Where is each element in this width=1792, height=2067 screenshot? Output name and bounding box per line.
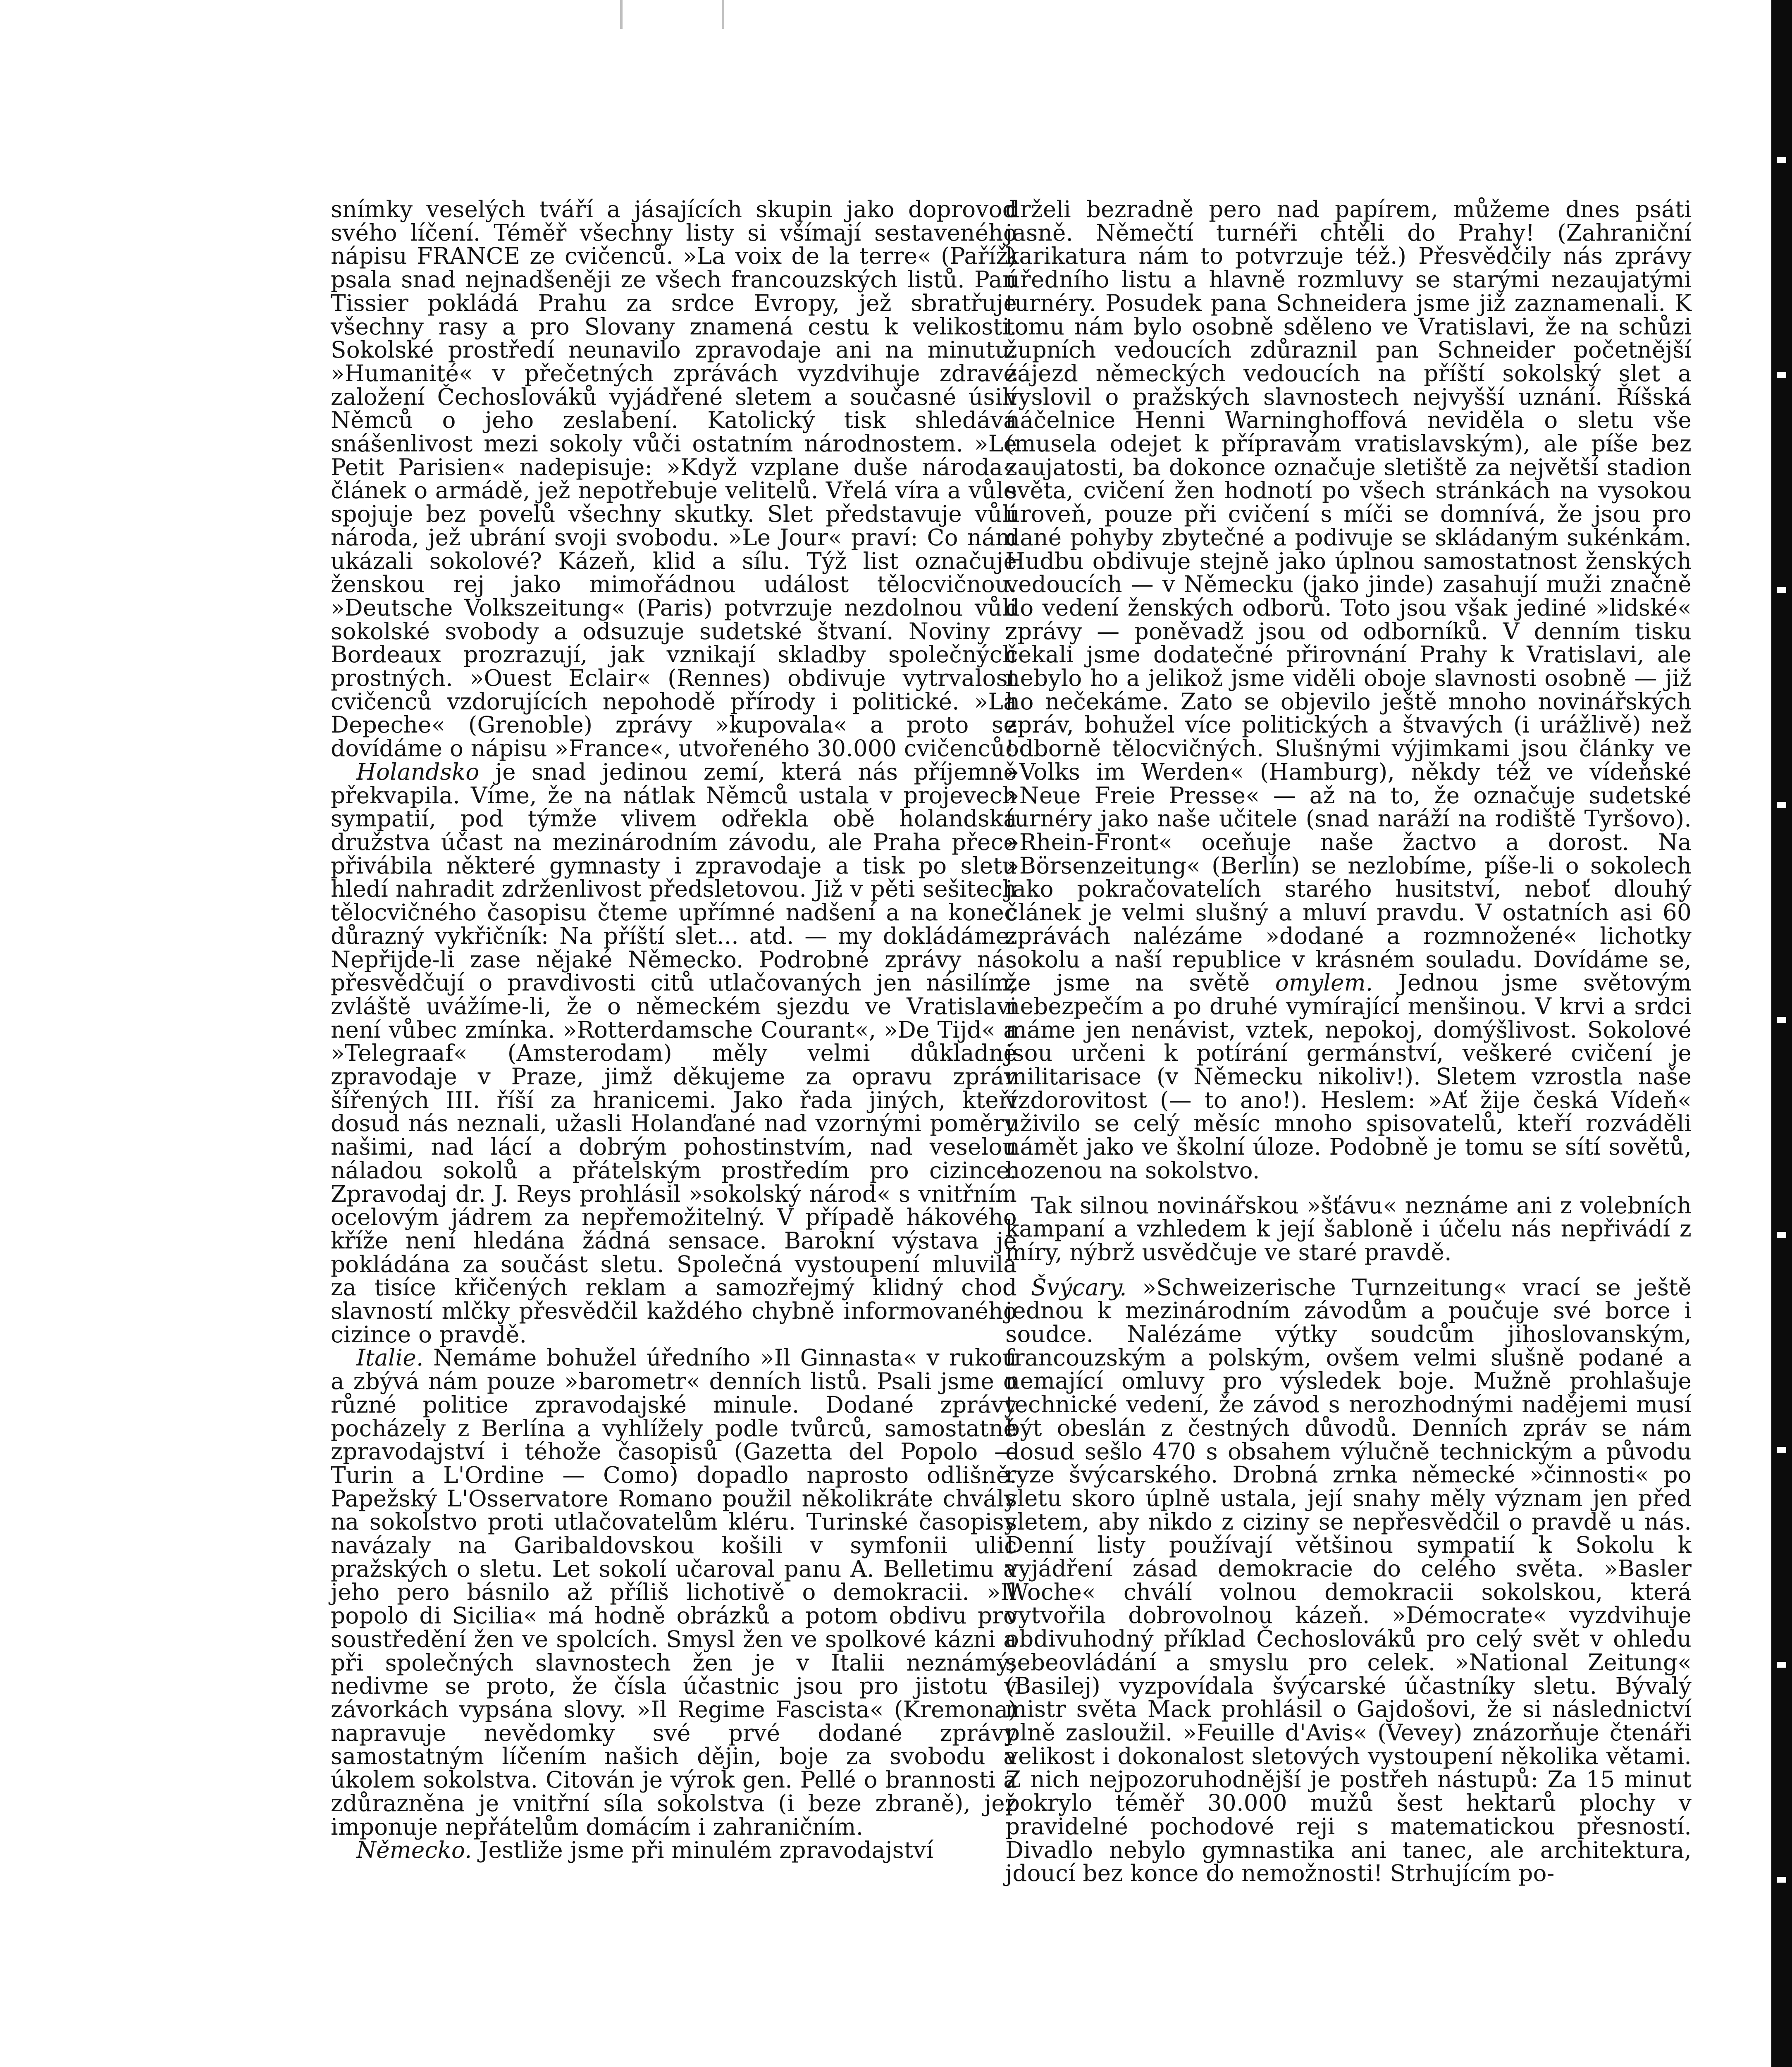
paragraph-text: »Schweizerische Turnzeitung« vrací se ještě jednou k mezinárodním závodům a poučuje své borce i soudce. Nalézáme výtky soudcům jihoslovanským, francouzským a polským, ovšem velmi slušně podané a nemající omluvy pro výsledek boje. Mužně prohlašuje technické vedení, že závod s nerozhodnými nadějemi musí být obeslán z čestných důvodů. Denních zpráv se nám dosud sešlo 470 s obsahem výlučně technickým a původu ryze švýcarského. Drobná zrnka německé »činnosti« po sletu skoro úplně ustala, její snahy měly význam jen před sletem, aby nikdo z ciziny se nepřesvědčil o pravdě u nás. Denní listy používají většinou sympatií k Sokolu k vyjádření zásad demokracie do celého světa. »Basler Woche« chválí volnou demokracii sokolskou, která vytvořila dobrovolnou kázeň. »Démocrate« vyzdvihuje obdivuhodný příklad Čechoslováků pro celý svět v ohledu sebeovládání a smyslu pro celek. »National Zeitung« (Basilej) vyzpovídala švýcarské účastníky sletu. Bývalý mistr světa Mack prohlásil o Gajdošovi, že si následnictví plně zasloužil. »Feuille d'Avis« (Vevey) znázorňuje čtenáři velikost i dokonalost sletových vystoupení několika větami. Z nich nejpozoruhodnější je postřeh nástupů: Za 15 minut pokrylo téměř 30.000 mužů šest hektarů plochy v pravidelné pochodové reji s matematickou přesností. Divadlo nebylo gymnastika ani tanec, ale architektura, jdoucí bez konce do nemožnosti! Strhujícím po-	[1005, 1274, 1692, 1887]
left-column	[331, 198, 1017, 1862]
paragraph-holandsko	[331, 760, 1017, 1346]
paragraph-italie	[331, 1346, 1017, 1838]
paragraph-novinarska-stava	[1005, 1194, 1692, 1264]
paragraph-nemecko-continued	[1005, 198, 1692, 1182]
scan-hole	[1777, 1662, 1786, 1668]
scan-hole	[1777, 1447, 1786, 1453]
scan-hole	[1777, 587, 1786, 593]
scan-hole	[1777, 1877, 1786, 1883]
scan-border	[1771, 0, 1792, 2067]
scan-hole	[1777, 372, 1786, 378]
scan-hole	[1777, 157, 1786, 163]
paragraph-svycary	[1005, 1276, 1692, 1885]
scan-hole	[1777, 1017, 1786, 1023]
emphasis-omylem: omylem.	[1275, 969, 1373, 996]
paragraph-text: drželi bezradně pero nad papírem, můžeme dnes psáti jasně. Němečtí turnéři chtěli do Prahy! (Zahraniční karikatura nám to potvrzuje též.) Přesvědčily nás zprávy úředního listu a hlavně rozmluvy se starými nezaujatými turnéry. Posudek pana Schneidera jsme již zaznamenali. K tomu nám bylo osobně sděleno ve Vratislavi, že na schůzi župních vedoucích zdůraznil pan Schneider početnější zájezd německých vedoucích na příští sokolský slet a vyslovil o pražských slavnostech nejvyšší uznání. Říšská náčelnice Henni Warninghoffová neviděla o sletu vše (musela odejet k přípravám vratislavským), ale píše bez zaujatosti, ba dokonce označuje sletiště za největší stadion světa, cvičení žen hodnotí po všech stránkách na vysokou úroveň, pouze při cvičení s míči se domnívá, že jsou pro dané pohyby zbytečné a podivuje se skládaným sukénkám. Hudbu obdivuje stejně jako úplnou samostatnost ženských vedoucích — v Německu (jako jinde) zasahují muži značně do vedení ženských odborů. Toto jsou však jediné »lidské« zprávy — poněvadž jsou od odborníků. V denním tisku čekali jsme dodatečné přirovnání Prahy k Vratislavi, ale nebylo ho a jelikož jsme viděli oboje slavnosti osobně — již ho nečekáme. Zato se objevilo ještě mnoho novinářských zpráv, bohužel více politických a štvavých (i urážlivě) než odborně tělocvičných. Slušnými výjimkami jsou články ve »Volks im Werden« (Hamburg), někdy též ve vídeňské »Neue Freie Presse« — až na to, že označuje sudetské turnéry jako naše učitele (snad naráží na rodiště Tyršovo). »Rhein-Front« oceňuje naše žactvo a dorost. Na »Börsenzeitung« (Berlín) se nezlobíme, píše-li o sokolech jako pokračovatelích starého husitství, neboť dlouhý článek je velmi slušný a mluví pravdu. V ostatních asi 60 zprávách nalézáme »dodané a rozmnožené« lichotky sokolu a naší republice v krásném souladu. Dovídáme se, že jsme na světě	[1005, 196, 1692, 996]
section-lead-nemecko: Německo.	[356, 1837, 472, 1864]
paragraph-text: Jednou jsme světovým nebezpečím a po druhé vymírající menšinou. V krvi a srdci máme jen nenávist, vztek, nepokoj, domýšlivost. Sokolové jsou určeni k potírání germánství, veškeré cvičení je militarisace (v Německu nikoliv!). Sletem vzrostla naše vzdorovitost (— to ano!). Heslem: »Ať žije česká Vídeň« uživilo se celý měsíc mnoho spisovatelů, kteří rozváděli námět jako ve školní úloze. Podobně je tomu se sítí sovětů, hozenou na sokolstvo.	[1005, 969, 1692, 1184]
scan-hole	[1777, 802, 1786, 808]
paragraph-france	[331, 198, 1017, 760]
paragraph-text: Jestliže jsme při minulém zpravodajství	[472, 1837, 934, 1864]
section-lead-holandsko: Holandsko	[356, 758, 480, 785]
paragraph-text: snímky veselých tváří a jásajících skupin jako doprovod svého líčení. Téměř všechny listy si všímají sestaveného nápisu FRANCE ze cvičenců. »La voix de la terre« (Paříž) psala snad nejnadšeněji ze všech francouzských listů. Pan Tissier pokládá Prahu za srdce Evropy, jež sbratřuje všechny rasy a pro Slovany znamená cestu k velikosti. Sokolské prostředí neunavilo zpravodaje ani na minutu. »Humanité« v přečetných zprávách vyzdvihuje zdravé založení Čechoslováků vyjádřené sletem a současné úsilí Němců o jeho zeslabení. Katolický tisk shledává snášenlivost mezi sokoly vůči ostatním národnostem. »Le Petit Parisien« nadepisuje: »Když vzplane duše národa« článek o armádě, jež nepotřebuje velitelů. Vřelá víra a vůle spojuje bez povelů všechny skutky. Slet představuje vůli národa, jež ubrání svoji svobodu. »Le Jour« praví: Co nám ukázali sokolové? Kázeň, klid a sílu. Týž list označuje ženskou rej jako mimořádnou událost tělocvičnou. »Deutsche Volkszeitung« (Paris) potvrzuje nezdolnou vůli sokolské svobody a odsuzuje sudetské štvaní. Noviny z Bordeaux prozrazují, jak vznikají skladby společných prostných. »Ouest Eclair« (Rennes) obdivuje vytrvalost cvičenců vzdorujících nepohodě přírody i politické. »La Depeche« (Grenoble) zprávy »kupovala« a proto se dovídáme o nápisu »France«, utvořeného 30.000 cvičenců!	[331, 196, 1017, 762]
paragraph-text: Tak silnou novinářskou »šťávu« neznáme ani z volebních kampaní a vzhledem k její šabloně i účelu nás nepřivádí z míry, nýbrž usvědčuje ve staré pravdě.	[1005, 1192, 1692, 1265]
paragraph-nemecko	[331, 1838, 1017, 1862]
paragraph-text: Nemáme bohužel úředního »Il Ginnasta« v rukou a zbývá nám pouze »barometr« denních listů. Psali jsme o různé politice zpravodajské minule. Dodané zprávy pocházely z Berlína a vyhlížely podle tvůrců, samostatné zpravodajství i téhože časopisů (Gazetta del Popolo — Turin a L'Ordine — Como) dopadlo naprosto odlišně. Papežský L'Osservatore Romano použil několikráte chvály na sokolstvo proti utlačovatelům kléru. Turinské časopisy navázaly na Garibaldovskou košili v symfonii ulic pražských o sletu. Let sokolí učaroval panu A. Belletimu a jeho pero básnilo až příliš lichotivě o demokracii. »Il popolo di Sicilia« má hodně obrázků a potom obdivu pro soustředění žen ve spolcích. Smysl žen ve spolkové kázni a při společných slavnostech žen je v Italii neznámý; nedivme se proto, že čísla účastnic jsou pro jistotu v závorkách vypsána slovy. »Il Regime Fascista« (Kremona) napravuje nevědomky své prvé dodané zprávy samostatným líčením našich dějin, boje za svobodu a úkolem sokolstva. Citován je výrok gen. Pellé o brannosti a zdůrazněna je vnitřní síla sokolstva (i beze zbraně), jež imponuje nepřátelům domácím i zahraničním.	[331, 1344, 1017, 1840]
scan-hole	[1777, 1232, 1786, 1238]
paragraph-text: je snad jedinou zemí, která nás příjemně překvapila. Víme, že na nátlak Němců ustala v projevech sympatií, pod týmže vlivem odřekla obě holandská družstva účast na mezinárodním závodu, ale Praha přece přivábila některé gymnasty i zpravodaje a tisk po sletu hledí nahradit zdrženlivost předsletovou. Již v pěti sešitech tělocvičného časopisu čteme upřímné nadšení a na konec důrazný vykřičník: Na příští slet... atd. — my dokládáme: Nepřijde-li zase nějaké Německo. Podrobné zprávy nás přesvědčují o pravdivosti citů utlačovaných jen násilím, zvláště uvážíme-li, že o německém sjezdu ve Vratislavi není vůbec zmínka. »Rotterdamsche Courant«, »De Tijd« a »Telegraaf« (Amsterodam) měly velmi důkladné zpravodaje v Praze, jimž děkujeme za opravu zpráv šířených III. říší za hranicemi. Jako řada jiných, kteří dosud nás neznali, užasli Holanďané nad vzornými poměry našimi, nad lácí a dobrým pohostinstvím, nad veselou náladou sokolů a přátelským prostředím pro cizince. Zpravodaj dr. J. Reys prohlásil »sokolský národ« s vnitřním ocelovým jádrem za nepřemožitelný. V případě hákového kříže není hledána žádná sensace. Barokní výstava je pokládána za součást sletu. Společná vystoupení mluvila za tisíce křičených reklam a samozřejmý klidný chod slavností mlčky přesvědčil každého chybně informovaného cizince o pravdě.	[331, 758, 1017, 1348]
section-lead-italie: Italie.	[356, 1344, 424, 1371]
right-column	[1005, 198, 1692, 1885]
scan-artifact	[620, 0, 724, 29]
section-lead-svycary: Švýcary.	[1031, 1274, 1127, 1301]
